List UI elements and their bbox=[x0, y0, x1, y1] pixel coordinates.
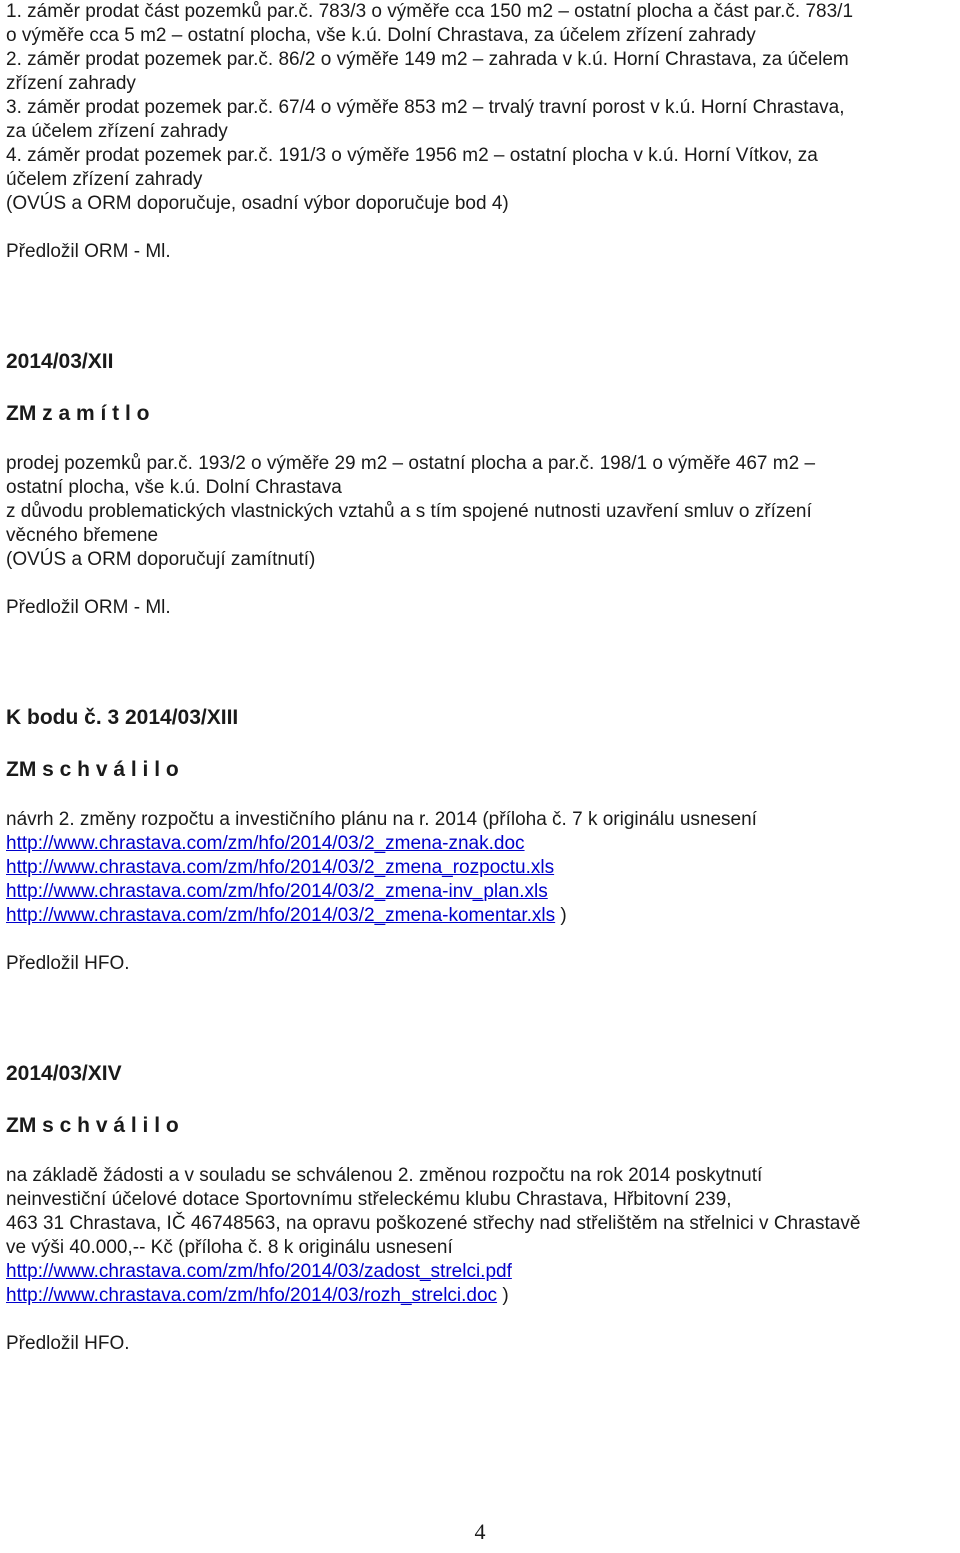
attachment-link[interactable]: http://www.chrastava.com/zm/hfo/2014/03/zadost_strelci.pdf bbox=[6, 1261, 512, 1282]
submitted-by: Předložil ORM - Ml. bbox=[6, 241, 171, 262]
text-line: 2. záměr prodat pozemek par.č. 86/2 o výměře 149 m2 – zahrada v k.ú. Horní Chrastava, za účelem bbox=[6, 49, 849, 70]
resolution-body bbox=[6, 1164, 954, 1308]
document-page bbox=[6, 0, 954, 1356]
text-line: za účelem zřízení zahrady bbox=[6, 121, 228, 142]
attachment-link[interactable]: http://www.chrastava.com/zm/hfo/2014/03/2_zmena-inv_plan.xls bbox=[6, 881, 548, 902]
text-line: z důvodu problematických vlastnických vztahů a s tím spojené nutnosti uzavření smluv o zřízení bbox=[6, 501, 812, 522]
text-line: návrh 2. změny rozpočtu a investičního plánu na r. 2014 (příloha č. 7 k originálu usnesení bbox=[6, 809, 757, 830]
text-line: 463 31 Chrastava, IČ 46748563, na opravu poškozené střechy nad střelištěm na střelnici v Chrastavě bbox=[6, 1213, 861, 1234]
submitted-by: Předložil ORM - Ml. bbox=[6, 597, 171, 618]
attachment-link[interactable]: http://www.chrastava.com/zm/hfo/2014/03/2_zmena-znak.doc bbox=[6, 833, 525, 854]
text-line: 4. záměr prodat pozemek par.č. 191/3 o výměře 1956 m2 – ostatní plocha v k.ú. Horní Vítkov, za bbox=[6, 145, 818, 166]
resolution-decision: ZM s c h v á l i l o bbox=[6, 758, 179, 781]
submitted-by: Předložil HFO. bbox=[6, 953, 130, 974]
text-line: ve výši 40.000,-- Kč (příloha č. 8 k originálu usnesení bbox=[6, 1237, 453, 1258]
text-line: ostatní plocha, vše k.ú. Dolní Chrastava bbox=[6, 477, 342, 498]
attachment-link[interactable]: http://www.chrastava.com/zm/hfo/2014/03/2_zmena_rozpoctu.xls bbox=[6, 857, 555, 878]
text-line: o výměře cca 5 m2 – ostatní plocha, vše k.ú. Dolní Chrastava, za účelem zřízení zahrady bbox=[6, 25, 756, 46]
text-line: věcného břemene bbox=[6, 525, 159, 546]
text-line: (OVÚS a ORM doporučují zamítnutí) bbox=[6, 549, 316, 570]
text-line: na základě žádosti a v souladu se schválenou 2. změnou rozpočtu na rok 2014 poskytnutí bbox=[6, 1165, 763, 1186]
closing-paren: ) bbox=[555, 905, 567, 926]
resolution-number: 2014/03/XII bbox=[6, 350, 114, 373]
resolution-decision: ZM s c h v á l i l o bbox=[6, 1114, 179, 1137]
attachment-link[interactable]: http://www.chrastava.com/zm/hfo/2014/03/rozh_strelci.doc bbox=[6, 1285, 498, 1306]
submitted-by: Předložil HFO. bbox=[6, 1333, 130, 1354]
resolution-body bbox=[6, 808, 954, 928]
resolution-number: 2014/03/XIV bbox=[6, 1062, 122, 1085]
resolution-number: K bodu č. 3 2014/03/XIII bbox=[6, 706, 239, 729]
resolution-decision: ZM z a m í t l o bbox=[6, 402, 150, 425]
page-number: 4 bbox=[474, 1519, 486, 1544]
text-line: (OVÚS a ORM doporučuje, osadní výbor doporučuje bod 4) bbox=[6, 193, 509, 214]
attachment-link[interactable]: http://www.chrastava.com/zm/hfo/2014/03/2_zmena-komentar.xls bbox=[6, 905, 556, 926]
text-line: prodej pozemků par.č. 193/2 o výměře 29 m2 – ostatní plocha a par.č. 198/1 o výměře 467 m2 – bbox=[6, 453, 816, 474]
resolution-body bbox=[6, 452, 954, 572]
text-line: 1. záměr prodat část pozemků par.č. 783/3 o výměře cca 150 m2 – ostatní plocha a část par.č. 783/1 bbox=[6, 1, 854, 22]
block1-items bbox=[6, 0, 954, 216]
closing-paren: ) bbox=[497, 1285, 509, 1306]
text-line: 3. záměr prodat pozemek par.č. 67/4 o výměře 853 m2 – trvalý travní porost v k.ú. Horní Chrastava, bbox=[6, 97, 845, 118]
text-line: účelem zřízení zahrady bbox=[6, 169, 203, 190]
text-line: neinvestiční účelové dotace Sportovnímu střeleckému klubu Chrastava, Hřbitovní 239, bbox=[6, 1189, 732, 1210]
text-line: zřízení zahrady bbox=[6, 73, 136, 94]
